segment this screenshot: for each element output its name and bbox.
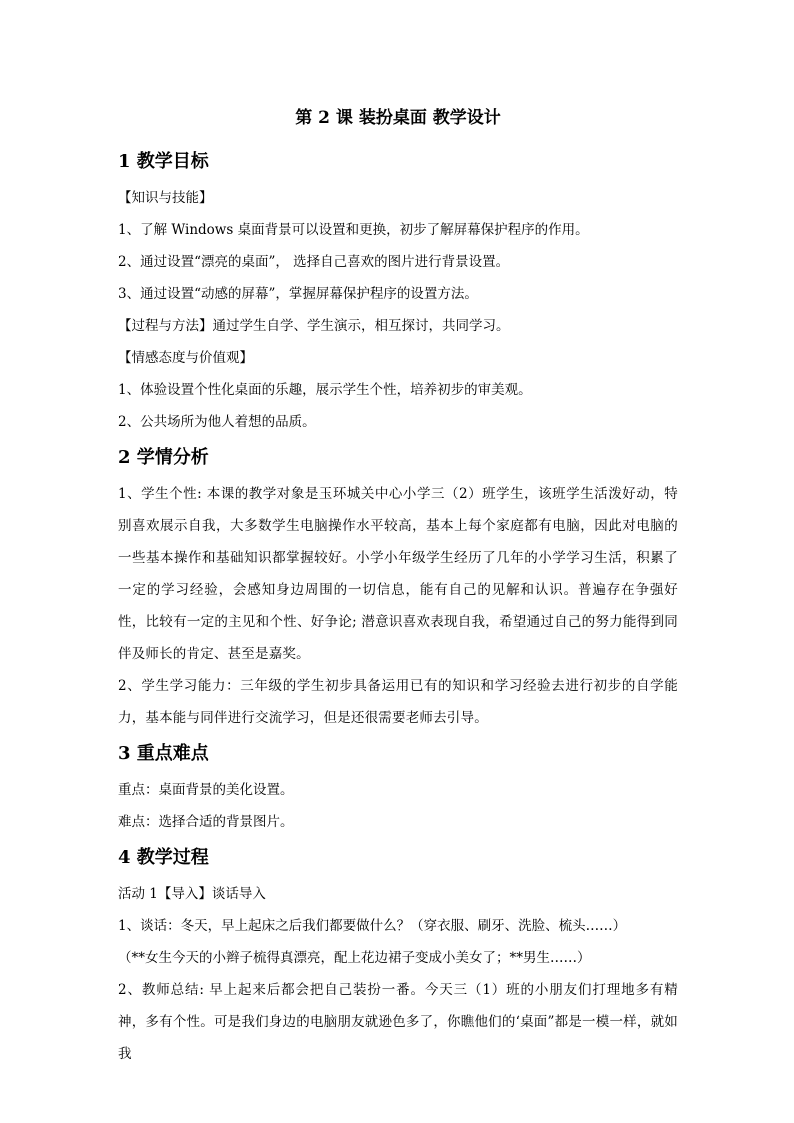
activity-line-3: 2、教师总结: 早上起来后都会把自己装扮一番。今天三（1）班的小朋友们打理地多有精神，多有个性。可是我们身边的电脑朋友就逊色多了，你瞧他们的‘桌面”都是一模一样，就如我 (118, 982, 678, 1062)
knowledge-item-3: 3、通过设置“动感的屏幕”，掌握屏幕保护程序的设置方法。 (118, 286, 478, 302)
analysis-paragraph-2: 2、学生学习能力：三年级的学生初步具备运用已有的知识和学习经验去进行初步的自学能力，基本能与同伴进行交流学习，但是还很需要老师去引导。 (118, 678, 678, 726)
section-heading-key-points: 3 重点难点 (118, 743, 209, 764)
section-heading-objectives: 1 教学目标 (118, 151, 209, 172)
document-page (118, 100, 678, 1070)
emotion-item-2: 2、公共场所为他人着想的品质。 (118, 414, 316, 430)
document-title: 第 2 课 装扮桌面 教学设计 (295, 108, 501, 128)
key-point: 重点：桌面背景的美化设置。 (118, 782, 294, 798)
section-heading-process: 4 教学过程 (118, 847, 209, 868)
section-heading-analysis: 2 学情分析 (118, 447, 209, 468)
activity-line-2: （**女生今天的小辫子梳得真漂亮，配上花边裙子变成小美女了；**男生……） (118, 950, 591, 966)
activity-line-1: 1、谈话：冬天，早上起床之后我们都要做什么？（穿衣服、刷牙、洗脸、梳头……） (118, 918, 627, 934)
process-method: 【过程与方法】通过学生自学、学生演示，相互探讨，共同学习。 (118, 318, 510, 334)
analysis-paragraph-1: 1、学生个性: 本课的教学对象是玉环城关中心小学三（2）班学生，该班学生活泼好动，特别喜欢展示自我，大多数学生电脑操作水平较高，基本上每个家庭都有电脑，因此对电脑的一些基本操作和基础知识都掌握较好。小学小年级学生经历了几年的小学学习生活，积累了一定的学习经验，会感知身边周围的一切信息，能有自己的见解和认识。普遍存在争强好性，比较有一定的主见和个性、好争论; 潜意识喜欢表现自我，希望通过自己的努力能得到同伴及师长的肯定、甚至是嘉奖。 (118, 486, 678, 662)
activity-title: 活动 1【导入】谈话导入 (118, 886, 266, 902)
emotion-label: 【情感态度与价值观】 (118, 350, 253, 366)
knowledge-label: 【知识与技能】 (118, 190, 213, 206)
emotion-item-1: 1、体验设置个性化桌面的乐趣，展示学生个性，培养初步的审美观。 (118, 382, 532, 398)
difficult-point: 难点：选择合适的背景图片。 (118, 814, 294, 830)
knowledge-item-1: 1、了解 Windows 桌面背景可以设置和更换，初步了解屏幕保护程序的作用。 (118, 222, 589, 238)
knowledge-item-2: 2、通过设置“漂亮的桌面”， 选择自己喜欢的图片进行背景设置。 (118, 254, 510, 270)
